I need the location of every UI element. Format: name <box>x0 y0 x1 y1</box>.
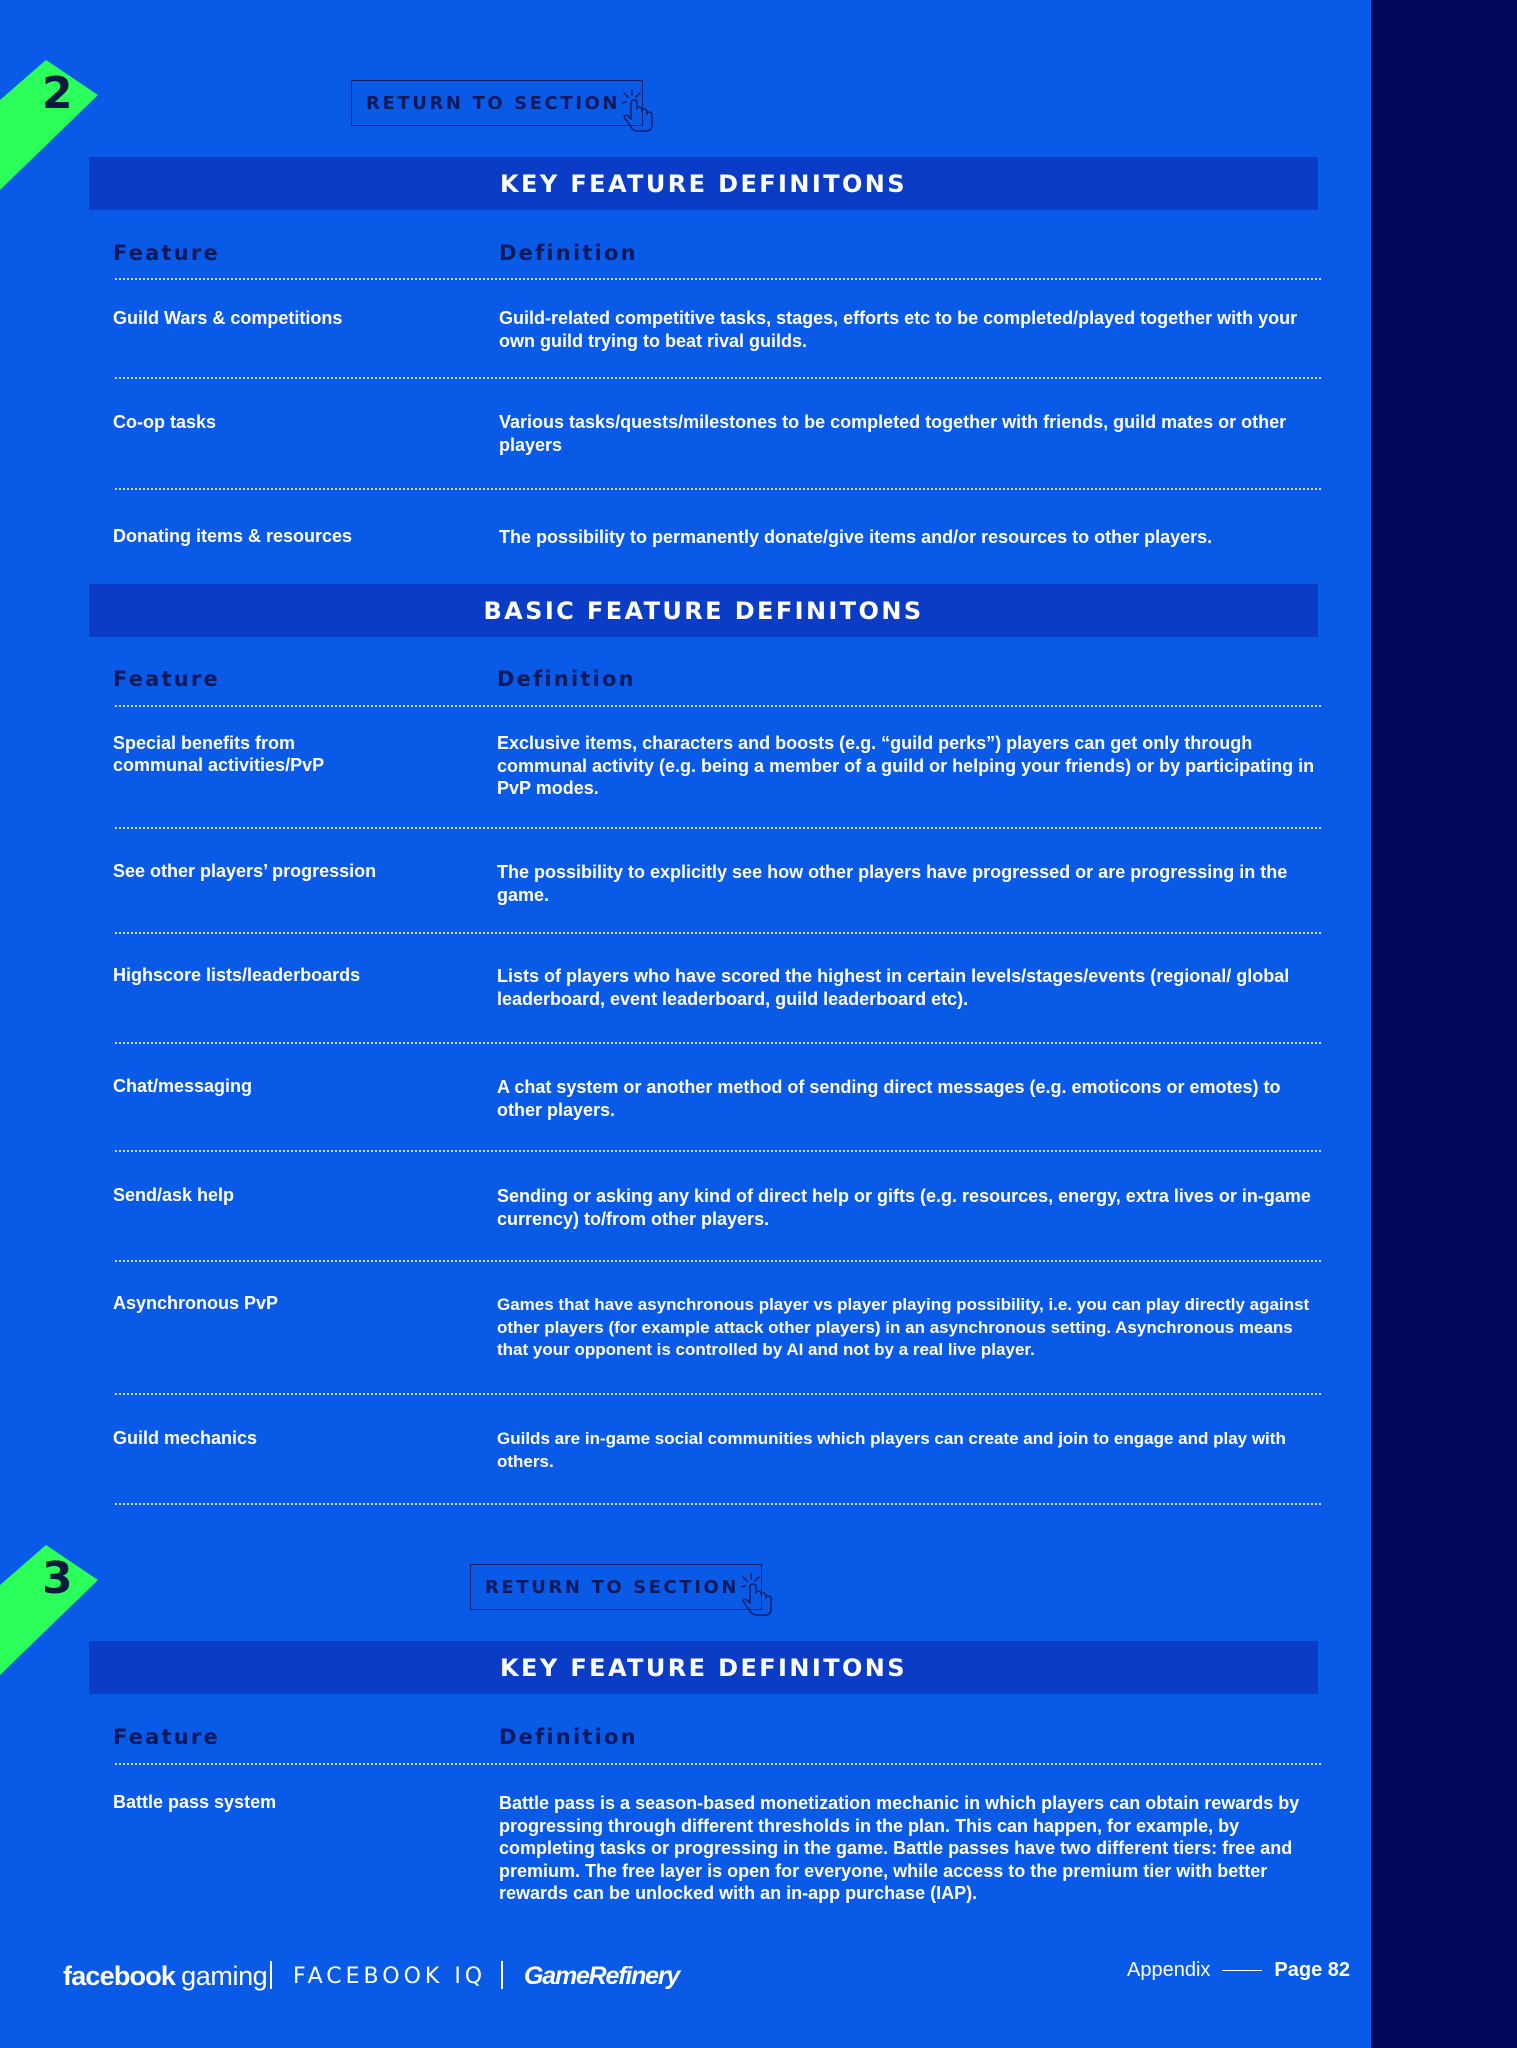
feature-name: See other players’ progression <box>113 861 377 881</box>
hand-pointer-icon <box>741 1573 777 1622</box>
feature-name: Co-op tasks <box>113 412 217 432</box>
divider <box>115 1763 1321 1765</box>
gamerefinery-wordmark: GameRefinery <box>524 1961 680 1990</box>
column-header-feature: Feature <box>113 1725 220 1749</box>
feature-definition: Lists of players who have scored the highest in certain levels/stages/events (regional/ global leaderboard, event leaderboard, guild leaderboard etc). <box>497 966 1290 1009</box>
feature-definition: Guild-related competitive tasks, stages, efforts etc to be completed/played together with your own guild trying to beat rival guilds. <box>499 308 1298 351</box>
column-header-feature: Feature <box>113 667 220 691</box>
feature-name: Highscore lists/leaderboards <box>113 965 361 985</box>
feature-name: Guild mechanics <box>113 1428 258 1448</box>
feature-definition: Guilds are in-game social communities which players can create and join to engage and play with others. <box>497 1429 1286 1471</box>
appendix-label: Appendix <box>1127 1959 1211 1981</box>
section-marker <box>0 60 100 200</box>
feature-definition: Exclusive items, characters and boosts (e.g. “guild perks”) players can get only through communal activity (e.g. being a member of a guild or helping your friends) or by participating in PvP modes. <box>497 733 1315 798</box>
facebook-iq-logo <box>293 1958 486 1994</box>
feature-definition: Battle pass is a season-based monetization mechanic in which players can obtain rewards by progressing through different thresholds in the plan. This can happen, for example, by completing tasks or progressing in the game. Battle passes have two different tiers: free and premium. The free layer is open for everyone, while access to the premium tier with better rewards can be unlocked with an in-app purchase (IAP). <box>499 1793 1300 1903</box>
divider <box>115 488 1321 490</box>
hand-pointer-icon <box>622 89 658 138</box>
divider <box>115 1150 1321 1152</box>
return-to-section-button[interactable] <box>351 80 643 126</box>
divider <box>115 1393 1321 1395</box>
feature-definition: The possibility to explicitly see how other players have progressed or are progressing in the game. <box>497 862 1288 905</box>
footer-page-info <box>1127 1959 1350 1982</box>
feature-name: Chat/messaging <box>113 1076 253 1096</box>
section-number: 2 <box>42 68 73 119</box>
feature-definition: Sending or asking any kind of direct help or gifts (e.g. resources, energy, extra lives or in-game currency) to/from other players. <box>497 1186 1311 1229</box>
footer-separator <box>270 1961 272 1989</box>
divider <box>115 932 1321 934</box>
footer-line <box>1222 1970 1262 1971</box>
feature-definition: Games that have asynchronous player vs player playing possibility, i.e. you can play directly against other players (for example attack other players) in an asynchronous setting. Asynchronous means that your opponent is controlled by AI and not by a real live player. <box>497 1295 1310 1359</box>
column-header-definition: Definition <box>499 1725 638 1749</box>
divider <box>115 1503 1321 1505</box>
feature-name: Donating items & resources <box>113 526 353 546</box>
column-header-feature: Feature <box>113 241 220 265</box>
return-label: RETURN TO SECTION <box>485 1576 740 1598</box>
section-marker <box>0 1545 100 1685</box>
feature-name: Guild Wars & competitions <box>113 308 343 328</box>
feature-name: Send/ask help <box>113 1185 235 1205</box>
feature-name: Asynchronous PvP <box>113 1293 279 1313</box>
divider <box>115 705 1321 707</box>
column-header-definition: Definition <box>499 241 638 265</box>
feature-definition: The possibility to permanently donate/give items and/or resources to other players. <box>499 527 1213 547</box>
table-header-bar <box>89 584 1318 637</box>
divider <box>115 827 1321 829</box>
divider <box>115 278 1321 280</box>
side-band <box>1371 0 1517 2048</box>
feature-name: Battle pass system <box>113 1792 277 1812</box>
facebook-wordmark: facebook <box>63 1960 176 1991</box>
divider <box>115 377 1321 379</box>
gaming-wordmark: gaming <box>181 1960 268 1991</box>
feature-definition: A chat system or another method of sending direct messages (e.g. emoticons or emotes) to other players. <box>497 1077 1281 1120</box>
table-title: KEY FEATURE DEFINITONS <box>500 1653 907 1682</box>
divider <box>115 1260 1321 1262</box>
return-label: RETURN TO SECTION <box>366 92 621 114</box>
table-title: KEY FEATURE DEFINITONS <box>500 169 907 198</box>
page-number: Page 82 <box>1274 1959 1351 1981</box>
return-to-section-button[interactable] <box>470 1564 762 1610</box>
feature-name: Special benefits from communal activities/PvP <box>113 733 325 775</box>
facebook-iq-wordmark: FACEBOOK IQ <box>293 1963 487 1989</box>
table-header-bar <box>89 1641 1318 1694</box>
footer-separator <box>501 1961 503 1989</box>
gamerefinery-logo <box>524 1958 679 1994</box>
column-header-definition: Definition <box>497 667 636 691</box>
table-header-bar <box>89 157 1318 210</box>
table-title: BASIC FEATURE DEFINITONS <box>483 596 924 625</box>
facebook-gaming-logo <box>63 1958 267 1994</box>
divider <box>115 1042 1321 1044</box>
feature-definition: Various tasks/quests/milestones to be completed together with friends, guild mates or other players <box>499 412 1287 455</box>
section-number: 3 <box>42 1553 73 1604</box>
